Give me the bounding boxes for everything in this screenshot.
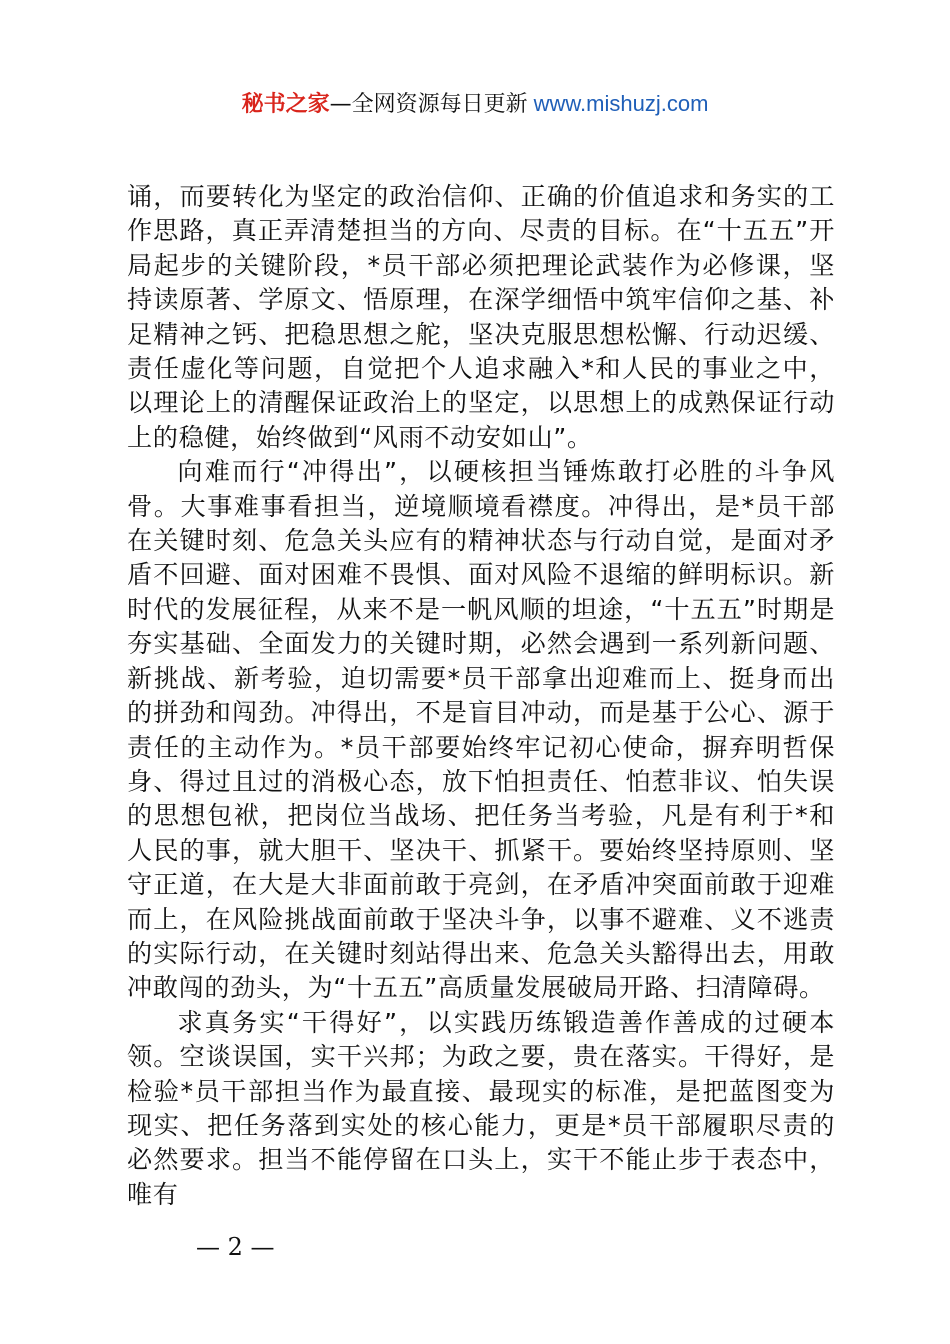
paragraph-1: 诵，而要转化为坚定的政治信仰、正确的价值追求和务实的工作思路，真正弄清楚担当的方向、尽责的目标。在“十五五”开局起步的关键阶段，*员干部必须把理论武装作为必修课，坚持读原著、学原文、悟原理，在深学细悟中筑牢信仰之基、补足精神之钙、把稳思想之舵，坚决克服思想松懈、行动迟缓、责任虚化等问题，自觉把个人追求融入*和人民的事业之中，以理论上的清醒保证政治上的坚定，以思想上的成熟保证行动上的稳健，始终做到“风雨不动安如山”。 — [127, 182, 835, 452]
document-body — [127, 180, 835, 1212]
site-url-link[interactable]: www.mishuzj.com — [533, 91, 709, 116]
paragraph-3: 求真务实“干得好”，以实践历练锻造善作善成的过硬本领。空谈误国，实干兴邦；为政之要，贵在落实。干得好，是检验*员干部担当作为最直接、最现实的标准，是把蓝图变为现实、把任务落到实处的核心能力，更是*员干部履职尽责的必然要求。担当不能停留在口头上，实干不能止步于表态中，唯有 — [127, 1007, 835, 1209]
paragraph-2: 向难而行“冲得出”，以硬核担当锤炼敢打必胜的斗争风骨。大事难事看担当，逆境顺境看襟度。冲得出，是*员干部在关键时刻、危急关头应有的精神状态与行动自觉，是面对矛盾不回避、面对困难不畏惧、面对风险不退缩的鲜明标识。新时代的发展征程，从来不是一帆风顺的坦途，“十五五”时期是夯实基础、全面发力的关键时期，必然会遇到一系列新问题、新挑战、新考验，迫切需要*员干部拿出迎难而上、挺身而出的拼劲和闯劲。冲得出，不是盲目冲动，而是基于公心、源于责任的主动作为。*员干部要始终牢记初心使命，摒弃明哲保身、得过且过的消极心态，放下怕担责任、怕惹非议、怕失误的思想包袱，把岗位当战场、把任务当考验，凡是有利于*和人民的事，就大胆干、坚决干、抓紧干。要始终坚持原则、坚守正道，在大是大非面前敢于亮剑，在矛盾冲突面前敢于迎难而上，在风险挑战面前敢于坚决斗争，以事不避难、义不逃责的实际行动，在关键时刻站得出来、危急关头豁得出去，用敢冲敢闯的劲头，为“十五五”高质量发展破局开路、扫清障碍。 — [127, 457, 835, 1003]
site-banner — [0, 88, 950, 121]
banner-dash: — — [329, 92, 352, 117]
banner-slogan: 全网资源每日更新 — [351, 92, 528, 117]
brand-name: 秘书之家 — [241, 92, 330, 117]
page-number: — 2 — — [196, 1233, 275, 1261]
